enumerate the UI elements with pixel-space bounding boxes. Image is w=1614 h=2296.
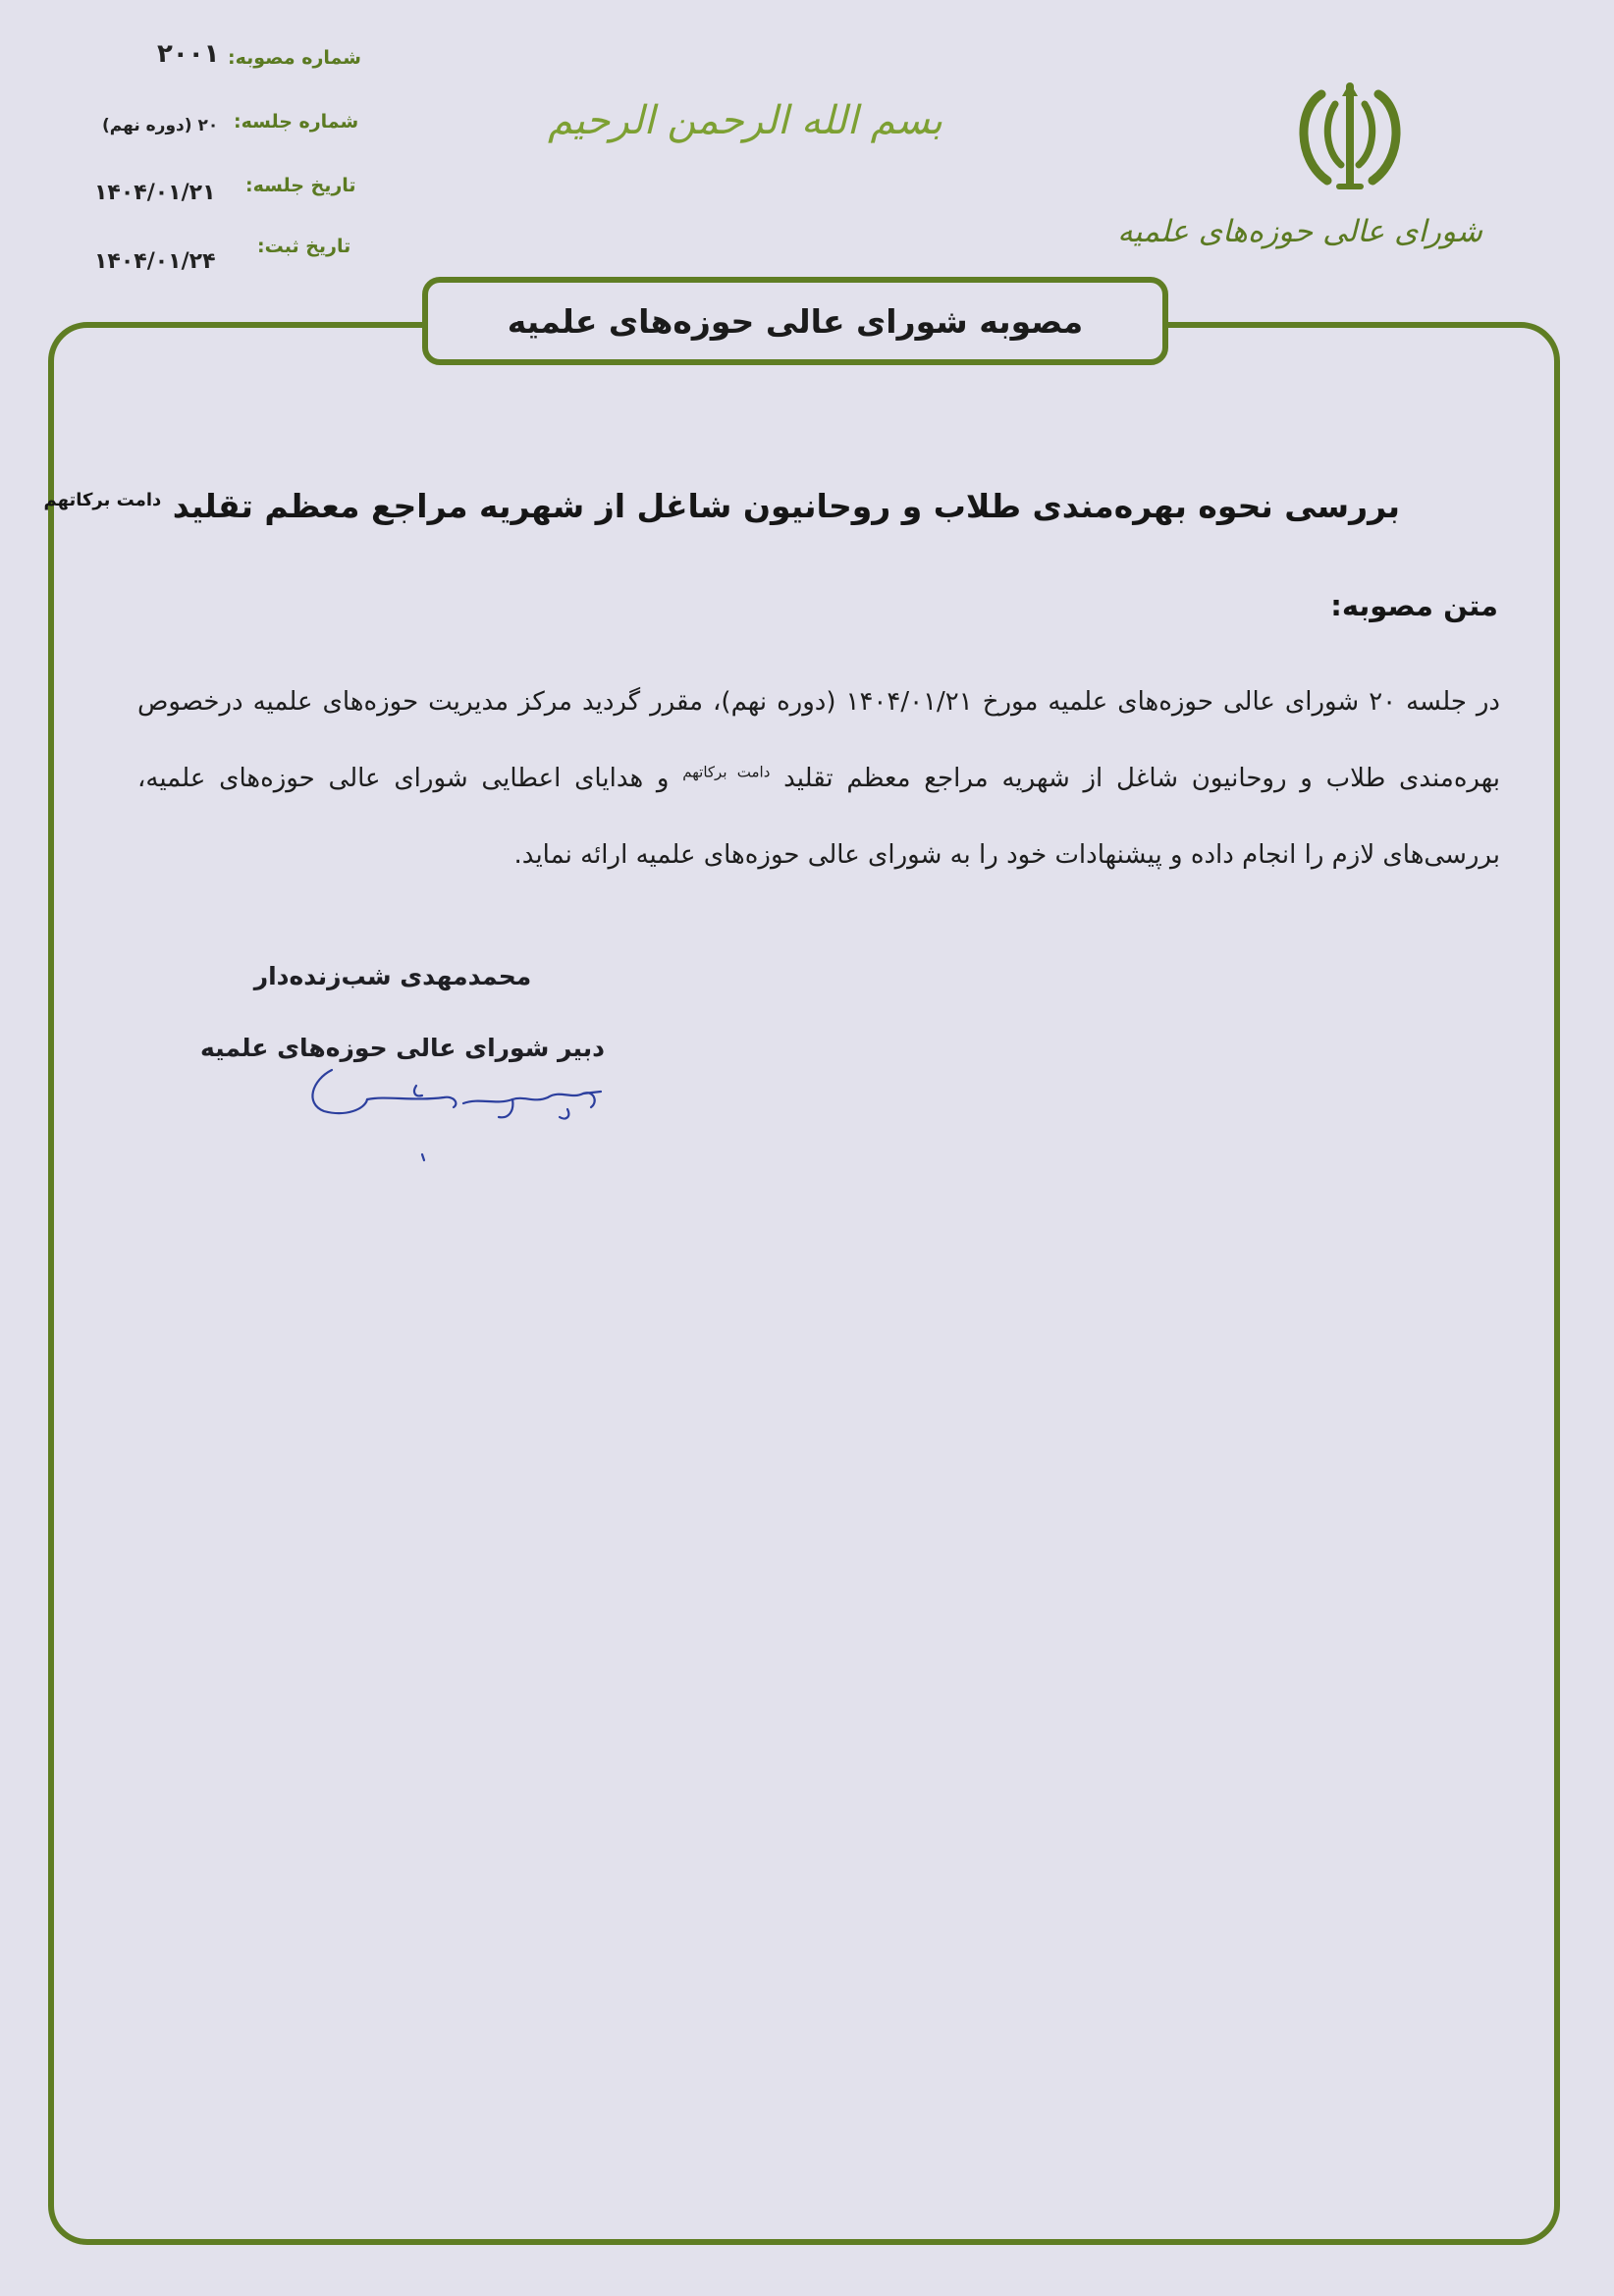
header-title: مصوبه شورای عالی حوزه‌های علمیه [507, 301, 1084, 341]
organization-name: شورای عالی حوزه‌های علمیه [1117, 214, 1482, 249]
resolution-number: ۲۰۰۱ [157, 39, 220, 69]
registration-date-label: تاریخ ثبت: [257, 236, 351, 257]
resolution-body [137, 664, 1500, 893]
subject-honorific: دامت برکاتهم [43, 490, 162, 510]
session-number-label: شماره جلسه: [234, 111, 359, 133]
subject-line [43, 487, 1400, 525]
header-box [422, 277, 1168, 365]
emblem-icon [1288, 82, 1412, 196]
signer-name: محمدمهدی شب‌زنده‌دار [253, 962, 532, 990]
bismillah-calligraphy: بسم الله الرحمن الرحیم [547, 98, 942, 143]
signer-title: دبیر شورای عالی حوزه‌های علمیه [200, 1034, 605, 1062]
resolution-text-label: متن مصوبه: [1330, 589, 1498, 622]
session-date: ۱۴۰۴/۰۱/۲۱ [94, 181, 216, 205]
registration-date: ۱۴۰۴/۰۱/۲۴ [94, 249, 216, 274]
subject-text: بررسی نحوه بهره‌مندی طلاب و روحانیون شاغل از شهریه مراجع معظم تقلید [172, 487, 1400, 525]
session-number: ۲۰ (دوره نهم) [102, 116, 219, 135]
session-date-label: تاریخ جلسه: [245, 175, 356, 196]
body-part-1: در جلسه ۲۰ شورای عالی حوزه‌های علمیه مورخ ۱۴۰۴/۰۱/۲۱ (دوره نهم)، مقرر گردید مرکز مدیریت حوزه‌های علمیه درخصوص بهره‌مندی طلاب و روحانیون شاغل از شهریه مراجع معظم تقلید [137, 687, 1501, 793]
handwritten-signature [306, 1062, 611, 1190]
body-honorific: دامت برکاتهم [682, 763, 771, 781]
resolution-number-label: شماره مصوبه: [228, 47, 361, 69]
body-part-2: و هدایای اعطایی شورای عالی حوزه‌های علمیه، بررسی‌های لازم را انجام داده و پیشنهادات خود را به شورای عالی حوزه‌های علمیه ارائه نماید. [137, 764, 1500, 870]
resolution-metadata [0, 0, 373, 294]
